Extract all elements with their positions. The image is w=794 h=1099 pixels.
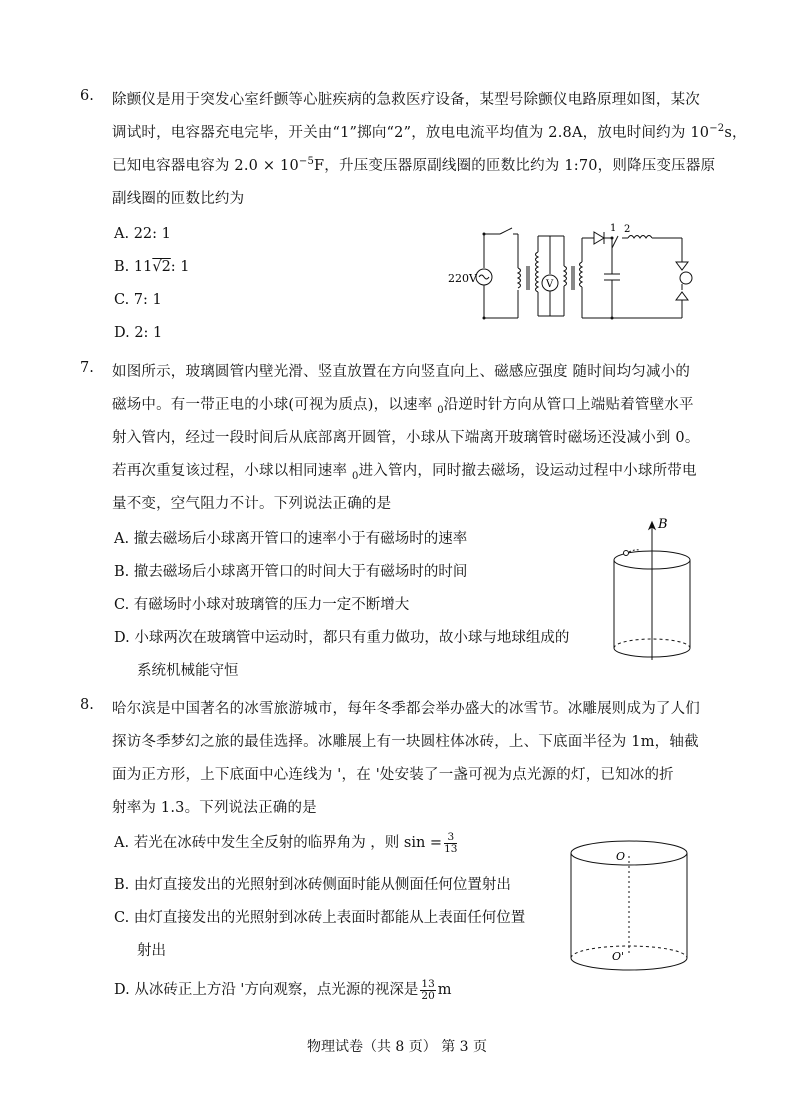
q8-option-c-line-2: 射出 bbox=[137, 943, 166, 959]
q8-cylinder-figure bbox=[566, 836, 694, 976]
q7-line2-sub: 0 bbox=[437, 404, 444, 416]
q8-text-line-2: 探访冬季梦幻之旅的最佳选择。冰雕展上有一块圆柱体冰砖，上、下底面半径为 1m，轴截 bbox=[112, 734, 699, 750]
q8-option-a-text: A. 若光在冰砖中发生全反射的临界角为 ，则 sin = bbox=[114, 835, 443, 851]
q6-option-a: A. 22: 1 bbox=[114, 226, 171, 242]
q7-line2-main: 磁场中。有一带正电的小球(可视为质点)，以速率 bbox=[112, 397, 438, 413]
q7-text-line-1: 如图所示，玻璃圆管内壁光滑、竖直放置在方向竖直向上、磁感应强度 随时间均匀减小的 bbox=[112, 364, 691, 380]
q8-top-center-label: O bbox=[616, 850, 626, 863]
q6-option-d: D. 2: 1 bbox=[114, 325, 163, 341]
q7-option-d-line-2: 系统机械能守恒 bbox=[137, 663, 239, 679]
q7-text-line-3: 射入管内，经过一段时间后从底部离开圆管，小球从下端离开玻璃管时磁场还没减小到 0。 bbox=[112, 430, 700, 446]
q6-line2-main: 调试时，电容器充电完毕，开关由“1”掷向“2”，放电电流平均值为 2.8A，放电时间约为 10 bbox=[112, 125, 710, 141]
q7-line2-tail: 沿逆时针方向从管口上端贴着管壁水平 bbox=[443, 397, 694, 413]
q6-circuit-diagram bbox=[446, 222, 706, 330]
q7-text-line-4 bbox=[112, 459, 697, 482]
q6-text-line-2 bbox=[112, 121, 747, 142]
q6-line3-main: 已知电容器电容为 2.0 × 10 bbox=[112, 158, 299, 174]
q7-tube-figure bbox=[606, 510, 698, 670]
q7-option-c: C. 有磁场时小球对玻璃管的压力一定不断增大 bbox=[114, 597, 410, 613]
q7-text-line-2 bbox=[112, 393, 694, 416]
q6-option-c: C. 7: 1 bbox=[114, 292, 162, 308]
page-footer: 物理试卷（共 8 页） 第 3 页 bbox=[306, 1039, 488, 1055]
q7-option-d-line-1: D. 小球两次在玻璃管中运动时，都只有重力做功，故小球与地球组成的 bbox=[114, 630, 570, 646]
q8-option-b: B. 由灯直接发出的光照射到冰砖侧面时能从侧面任何位置射出 bbox=[114, 877, 511, 893]
q6-number: 6. bbox=[80, 88, 94, 104]
q6-line2-tail: s， bbox=[724, 125, 747, 141]
q8-option-d-denominator: 20 bbox=[421, 989, 435, 1002]
q6-switch-2-label: 2 bbox=[624, 224, 631, 235]
q8-option-a-denominator: 13 bbox=[444, 842, 458, 855]
q6-option-b-radical: √2 bbox=[152, 259, 171, 275]
q6-option-b-suffix: : 1 bbox=[170, 259, 190, 275]
q7-line4-tail: 进入管内，同时撤去磁场，设运动过程中小球所带电 bbox=[358, 463, 697, 479]
q8-bottom-center-label: O' bbox=[612, 950, 625, 963]
q7-option-b: B. 撤去磁场后小球离开管口的时间大于有磁场时的时间 bbox=[114, 564, 468, 580]
q6-text-line-3 bbox=[112, 154, 715, 175]
q7-number: 7. bbox=[80, 360, 94, 376]
q6-option-b-prefix: B. 11 bbox=[114, 259, 153, 275]
q8-text-line-1: 哈尔滨是中国著名的冰雪旅游城市，每年冬季都会举办盛大的冰雪节。冰雕展则成为了人们 bbox=[112, 701, 700, 717]
q6-line2-exp: −2 bbox=[709, 123, 725, 135]
q6-line3-exp: −5 bbox=[298, 156, 315, 168]
q8-option-d-unit: m bbox=[437, 982, 452, 998]
q6-switch-1-label: 1 bbox=[610, 223, 617, 234]
q8-option-d-text: D. 从冰砖正上方沿 '方向观察，点光源的视深是 bbox=[114, 982, 419, 998]
q8-text-line-3: 面为正方形，上下底面中心连线为 '，在 '处安装了一盏可视为点光源的灯，已知冰的折 bbox=[112, 767, 674, 783]
q6-source-label: 220V bbox=[448, 272, 477, 285]
q7-b-label: B bbox=[658, 517, 668, 532]
q8-text-line-4: 射率为 1.3。下列说法正确的是 bbox=[112, 800, 317, 816]
q7-line4-sub: 0 bbox=[352, 470, 359, 482]
q6-option-b bbox=[114, 259, 190, 275]
q6-voltmeter-label: V bbox=[546, 279, 554, 290]
q6-text-line-1: 除颤仪是用于突发心室纤颤等心脏疾病的急救医疗设备，某型号除颤仪电路原理如图，某次 bbox=[112, 92, 700, 108]
q8-option-a-fraction bbox=[444, 832, 457, 855]
q8-option-d bbox=[114, 978, 452, 1002]
q8-option-c-line-1: C. 由灯直接发出的光照射到冰砖上表面时都能从上表面任何位置 bbox=[114, 910, 526, 926]
q7-option-a: A. 撤去磁场后小球离开管口的速率小于有磁场时的速率 bbox=[114, 531, 468, 547]
q7-line4-main: 若再次重复该过程，小球以相同速率 bbox=[112, 463, 353, 479]
q8-option-d-fraction bbox=[420, 979, 435, 1002]
q6-text-line-4: 副线圈的匝数比约为 bbox=[112, 191, 245, 207]
q8-option-a-numerator: 3 bbox=[444, 832, 457, 844]
q6-line3-tail: F，升压变压器原副线圈的匝数比约为 1:70，则降压变压器原 bbox=[314, 158, 716, 174]
q8-option-a bbox=[114, 831, 459, 855]
q8-number: 8. bbox=[80, 697, 94, 713]
q8-option-d-numerator: 13 bbox=[421, 977, 435, 990]
q7-text-line-5: 量不变，空气阻力不计。下列说法正确的是 bbox=[112, 496, 392, 512]
